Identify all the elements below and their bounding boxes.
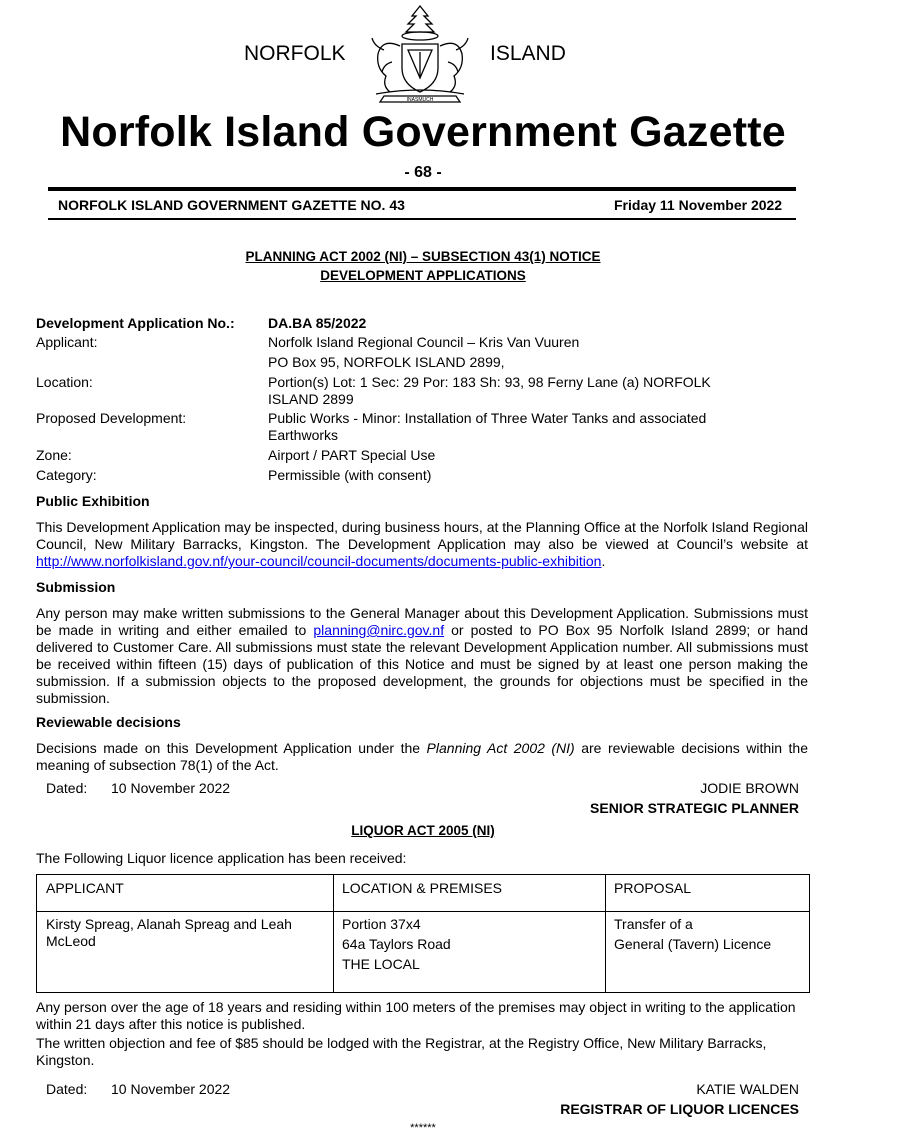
field-label-da-no: Development Application No.: — [36, 315, 235, 331]
table-header-proposal: PROPOSAL — [614, 880, 692, 896]
planning-dated-label: Dated: — [46, 780, 88, 796]
table-cell-applicant: Kirsty Spreag, Alanah Spreag and Leah McLeod — [46, 916, 292, 949]
exhibition-paragraph: This Development Application may be inspected, during business hours, at the Planning Office at the Norfolk Island Regional Council, New Military Barracks, Kingston. The Development Application may also be viewed at Council’s website at http://www.norfolkisland.gov.nf/your-council/council-documents/documents-public-exhibition. — [36, 519, 808, 569]
table-header-applicant: APPLICANT — [46, 880, 124, 896]
planning-heading-1: PLANNING ACT 2002 (NI) – SUBSECTION 43(1) NOTICE — [245, 249, 601, 264]
planning-heading-2: DEVELOPMENT APPLICATIONS — [320, 268, 526, 283]
end-mark: ****** — [410, 1122, 436, 1134]
planning-dated-value: 10 November 2022 — [111, 780, 231, 796]
table-cell-location-2: 64a Taylors Road — [342, 936, 451, 952]
liquor-dated-value: 10 November 2022 — [111, 1081, 231, 1097]
gazette-date: Friday 11 November 2022 — [614, 197, 783, 213]
field-value-da-no: DA.BA 85/2022 — [268, 315, 367, 331]
exhibition-heading: Public Exhibition — [36, 493, 150, 509]
field-value-zone: Airport / PART Special Use — [268, 447, 436, 463]
masthead-right-word: ISLAND — [490, 42, 566, 65]
fee-paragraph: The written objection and fee of $85 should be lodged with the Registrar, at the Registry Office, New Military Barracks, Kingston. — [36, 1035, 767, 1068]
field-value-applicant: Norfolk Island Regional Council – Kris Van Vuuren — [268, 334, 580, 350]
liquor-dated-label: Dated: — [46, 1081, 88, 1097]
field-value-location: Portion(s) Lot: 1 Sec: 29 Por: 183 Sh: 93, 98 Ferny Lane (a) NORFOLK ISLAND 2899 — [268, 374, 711, 407]
planning-signatory: JODIE BROWN — [700, 780, 799, 796]
review-heading: Reviewable decisions — [36, 714, 181, 730]
divider-bottom — [48, 218, 796, 220]
field-label-applicant: Applicant: — [36, 334, 98, 350]
table-cell-location-3: THE LOCAL — [342, 956, 420, 972]
table-cell-location-1: Portion 37x4 — [342, 916, 421, 932]
crest-motto: INASMUCH — [406, 97, 434, 103]
planning-signatory-title: SENIOR STRATEGIC PLANNER — [590, 800, 799, 816]
gazette-number: NORFOLK ISLAND GOVERNMENT GAZETTE NO. 43 — [58, 197, 405, 213]
field-label-location: Location: — [36, 374, 93, 390]
liquor-intro: The Following Liquor licence application has been received: — [36, 850, 407, 866]
field-value-applicant-address: PO Box 95, NORFOLK ISLAND 2899, — [268, 354, 505, 370]
field-value-proposed: Public Works - Minor: Installation of Three Water Tanks and associated Earthworks — [268, 410, 707, 443]
liquor-table — [36, 874, 810, 993]
submission-heading: Submission — [36, 579, 116, 595]
divider-top — [48, 187, 796, 191]
submission-email-link[interactable]: planning@nirc.gov.nf — [313, 622, 445, 638]
coat-of-arms-icon — [362, 2, 478, 106]
review-paragraph: Decisions made on this Development Application under the Planning Act 2002 (NI) are reviewable decisions within the meaning of subsection 78(1) of the Act. — [36, 740, 808, 773]
liquor-signatory-title: REGISTRAR OF LIQUOR LICENCES — [560, 1101, 799, 1117]
field-label-proposed: Proposed Development: — [36, 410, 187, 426]
field-value-category: Permissible (with consent) — [268, 467, 432, 483]
field-label-zone: Zone: — [36, 447, 72, 463]
liquor-heading: LIQUOR ACT 2005 (NI) — [351, 823, 495, 838]
page-number: - 68 - — [404, 164, 442, 181]
table-cell-proposal-2: General (Tavern) Licence — [614, 936, 772, 952]
masthead-left-word: NORFOLK — [244, 42, 346, 65]
table-cell-proposal-1: Transfer of a — [614, 916, 693, 932]
gazette-title: Norfolk Island Government Gazette — [60, 108, 786, 156]
liquor-signatory: KATIE WALDEN — [696, 1081, 799, 1097]
table-header-location: LOCATION & PREMISES — [342, 880, 502, 896]
objection-paragraph: Any person over the age of 18 years and residing within 100 meters of the premises may object in writing to the application within 21 days after this notice is published. — [36, 999, 796, 1032]
field-label-category: Category: — [36, 467, 97, 483]
exhibition-link[interactable]: http://www.norfolkisland.gov.nf/your-council/council-documents/documents-public-exhibition — [36, 553, 602, 569]
submission-paragraph: Any person may make written submissions to the General Manager about this Development Application. Submissions must be made in writing and either emailed to planning@nirc.gov.nf or posted to PO Box 95 Norfolk Island 2899; or hand delivered to Customer Care. All submissions must state the relevant Development Application number. All submissions must be received within fifteen (15) days of publication of this Notice and must be signed by at least one person making the submission. If a submission objects to the proposed development, the grounds for objections must be specified in the submission. — [36, 605, 808, 706]
